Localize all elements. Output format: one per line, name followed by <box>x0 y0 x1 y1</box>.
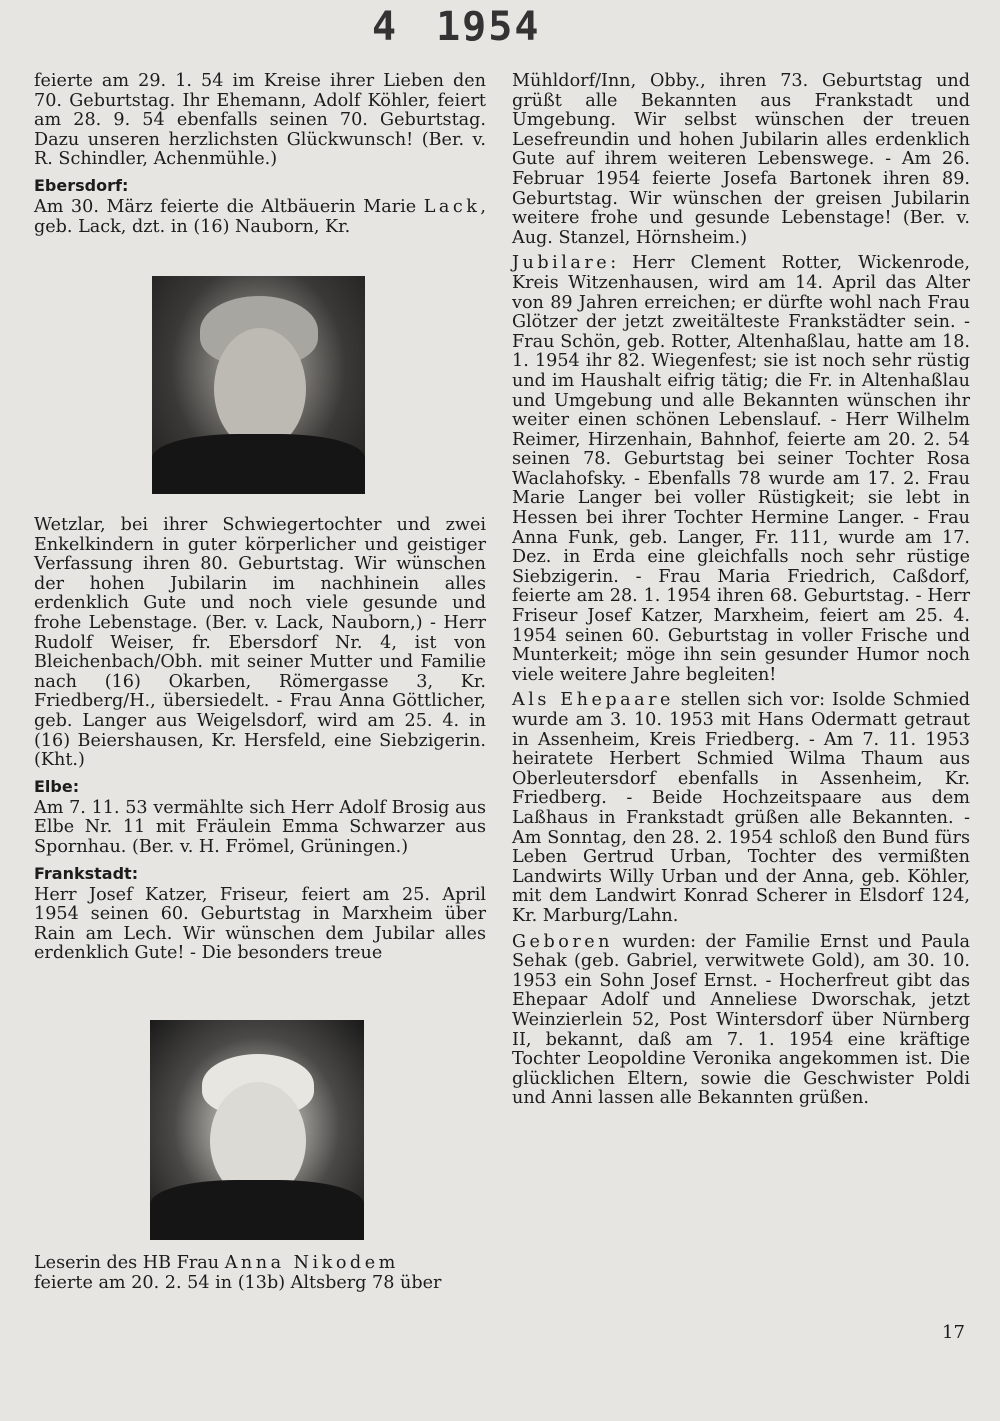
text-run: Am 30. März feierte die Altbäuerin Marie <box>34 196 424 217</box>
page-number: 17 <box>942 1322 965 1343</box>
spaced-label: Jubilare <box>512 253 611 274</box>
geboren-paragraph <box>512 933 970 1109</box>
jubilare-paragraph <box>512 254 970 685</box>
portrait-photo-anna-nikodem <box>150 1020 364 1240</box>
left-column <box>34 72 486 243</box>
section-heading-ebersdorf: Ebersdorf: <box>34 175 129 195</box>
issue-stamp <box>372 4 540 50</box>
text-run: , geb. Lack, dzt. in (16) Nauborn, Kr. <box>34 196 486 237</box>
text-run: stellen sich vor: Isolde Schmied wurde am 3. 10. 1953 mit Hans Odermatt getraut in Assenheim, Kreis Friedberg. - Am 7. 11. 1953 heiratete Herbert Schmied Wilma Thaum aus Oberleutersdorf ebenfalls in Assenheim, Kr. Friedberg. - Beide Hochzeitspaare aus dem Laßhaus in Frankstadt grüßen alle Bekannten. - Am Sonntag, den 28. 2. 1954 schloß den Bund fürs Leben Gertrud Urban, Tochter des vermißten Landwirts Willy Urban und der Anna, geb. Köhler, mit dem Landwirt Konrad Scherer in Elsdorf 124, Kr. Marburg/Lahn. <box>512 690 971 926</box>
spaced-label: Als Ehepaare <box>512 690 674 711</box>
photo-face <box>214 328 306 450</box>
photo-body <box>152 434 365 494</box>
text-run: wurden: der Familie Ernst und Paula Sehak (geb. Gabriel, verwitwete Gold), am 30. 10. 1953 ein Sohn Josef Ernst. - Hocherfreut gibt das Ehepaar Adolf und Anneliese Dworschak, jetzt Weinzierlein 52, Post Wintersdorf über Nürnberg II, bekannt, daß am 7. 1. 1954 eine kräftige Tochter Leopoldine Veronika angekommen ist. Die glücklichen Eltern, sowie die Geschwister Poldi und Anni lassen alle Bekannten grüßen. <box>512 931 970 1109</box>
text-run: : Herr Clement Rotter, Wickenrode, Kreis Witzenhausen, wird am 14. April das Alter von 89 Jahren erreichen; er dürfte wohl nach Frau Glötzer der jetzt zweitälteste Frankstädter sein. - Frau Schön, geb. Rotter, Altenhaßlau, hatte am 18. 1. 1954 ihr 82. Wiegenfest; sie ist noch sehr rüstig und im Haushalt eifrig tätig; die Fr. in Altenhaßlau und Umgebung und alle Bekannten wünschen ihr weiter einen schönen Lebenslauf. - Herr Wilhelm Reimer, Hirzenhain, Bahnhof, feierte am 20. 2. 54 seinen 78. Geburtstag bei seiner Tochter Rosa Waclahofsky. - Ebenfalls 78 wurde am 17. 2. Frau Marie Langer bei voller Rüstigkeit; sie lebt in Hessen bei ihrer Tochter Hermine Langer. - Frau Anna Funk, geb. Langer, Fr. 111, wurde am 17. Dez. in Erda eine gleichfalls noch sehr rüstige Siebzigerin. - Frau Maria Friedrich, Caßdorf, feierte am 28. 1. 1954 ihren 68. Geburtstag. - Herr Friseur Josef Katzer, Marxheim, feiert am 25. 4. 1954 seinen 60. Geburtstag in voller Frische und Munterkeit; möge ihn sein gesunder Humor noch viele weitere Jahre begleiten! <box>512 253 970 685</box>
elbe-paragraph: Am 7. 11. 53 vermählte sich Herr Adolf Brosig aus Elbe Nr. 11 mit Fräulein Emma Schwarzer aus Spornhau. (Ber. v. H. Frömel, Grüningen.) <box>34 797 486 857</box>
spaced-name: Lack <box>423 196 481 217</box>
spaced-label: Geboren <box>512 931 613 952</box>
issue-year: 1954 <box>436 4 541 50</box>
ehepaare-paragraph <box>512 691 970 926</box>
issue-number: 4 <box>372 4 399 50</box>
intro-paragraph: feierte am 29. 1. 54 im Kreise ihrer Lieben den 70. Geburtstag. Ihr Ehemann, Adolf Köhler, feiert am 28. 9. 54 ebenfalls seinen 70. Geburtstag. Dazu unseren herzlichsten Glückwunsch! (Ber. v. R. Schindler, Achenmühle.) <box>34 71 486 170</box>
text-run: feierte am 20. 2. 54 in (13b) Altsberg 78 über <box>34 1272 442 1293</box>
spaced-name: Anna Nikodem <box>224 1253 399 1273</box>
frankstadt-paragraph: Herr Josef Katzer, Friseur, feiert am 25. April 1954 seinen 60. Geburtstag in Marxheim über Rain am Lech. Wir wünschen dem Jubilar alles erdenklich Gute! - Die besonders treue <box>34 884 486 964</box>
ebersdorf-continued-paragraph: Wetzlar, bei ihrer Schwiegertochter und zwei Enkelkindern in guter körperlicher und geistiger Verfassung ihren 80. Geburtstag. Wir wünschen der hohen Jubilarin im nachhinein alles erdenklich Gute und noch viele gesunde und frohe Lebenstage. (Ber. v. Lack, Nauborn,) - Herr Rudolf Weiser, fr. Ebersdorf Nr. 4, ist von Bleichenbach/Obh. mit seiner Mutter und Familie nach (16) Okarben, Römergasse 3, Kr. Friedberg/H., übersiedelt. - Frau Anna Göttlicher, geb. Langer aus Weigelsdorf, wird am 25. 4. in (16) Beiershausen, Kr. Hersfeld, eine Siebzigerin. (Kht.) <box>34 515 486 771</box>
section-heading-elbe: Elbe: <box>34 776 80 796</box>
ebersdorf-paragraph <box>34 198 486 237</box>
left-column-end <box>34 1254 486 1299</box>
portrait-photo-marie-lack <box>152 276 365 494</box>
left-column-continued <box>34 516 486 970</box>
photo-body <box>150 1180 364 1240</box>
frankstadt-continued-paragraph <box>34 1254 486 1293</box>
text-run: Leserin des HB Frau <box>34 1253 225 1273</box>
right-paragraph-1: Mühldorf/Inn, Obby., ihren 73. Geburtstag und grüßt alle Bekannten aus Frankstadt und Umgebung. Wir selbst wünschen der treuen Lesefreundin und hohen Jubilarin alles erdenklich Gute auf ihrem weiteren Lebenswege. - Am 26. Februar 1954 feierte Josefa Bartonek ihren 89. Geburtstag. Wir wünschen der greisen Jubilarin weitere frohe und gesunde Lebenstage! (Ber. v. Aug. Stanzel, Hörnsheim.) <box>512 71 970 248</box>
right-column <box>512 72 970 1115</box>
section-heading-frankstadt: Frankstadt: <box>34 863 139 883</box>
